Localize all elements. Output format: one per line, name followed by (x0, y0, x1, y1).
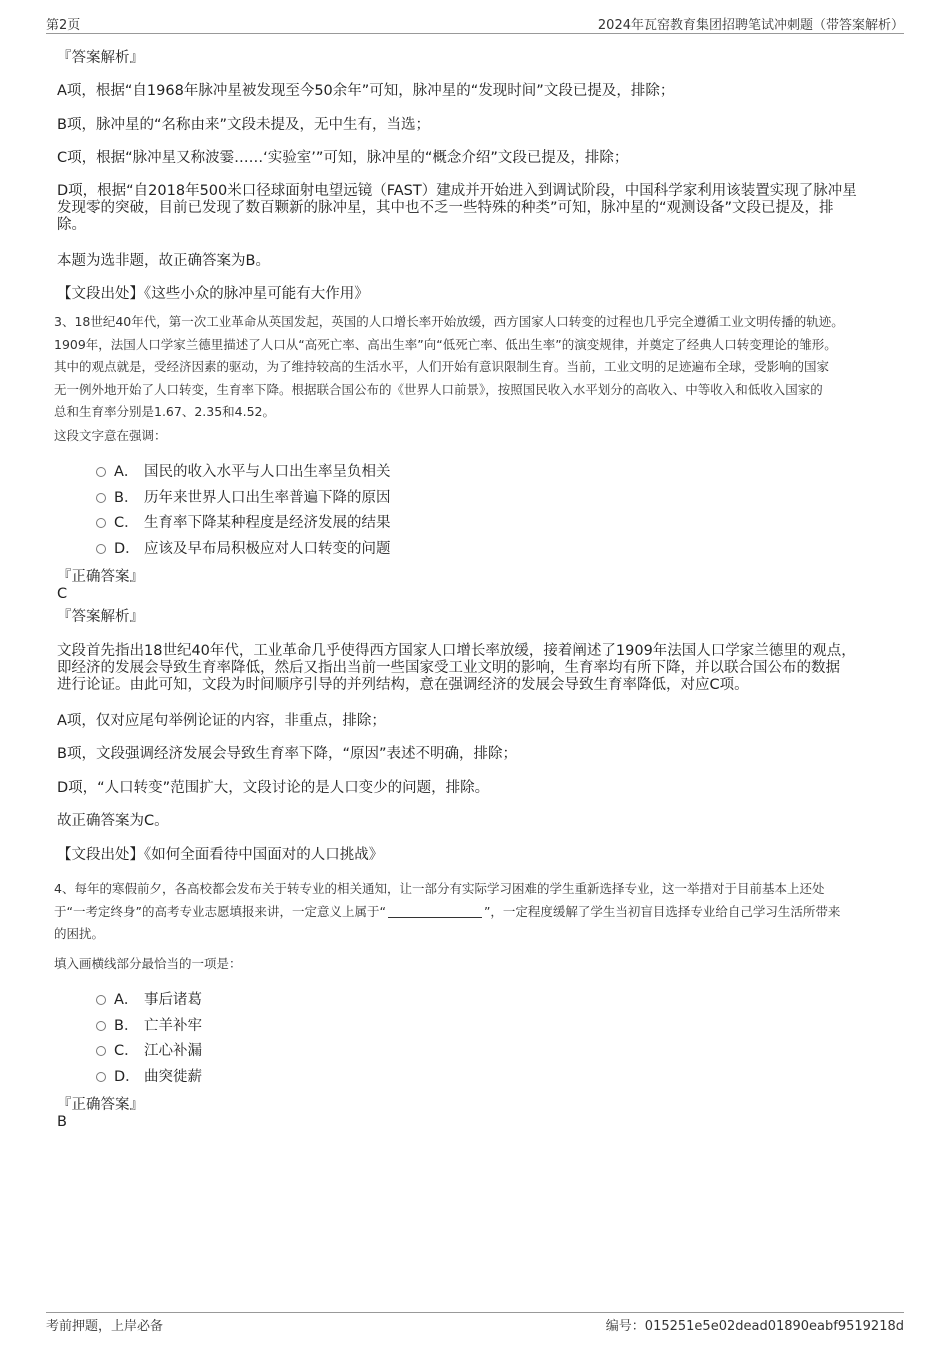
q2-conclusion: 本题为选非题，故正确答案为B。 (57, 253, 270, 269)
radio-icon[interactable] (96, 1021, 106, 1031)
option-letter: D． (114, 1069, 140, 1085)
q3-analysis-b: B项，文段强调经济发展会导致生育率下降，“原因”表述不明确，排除； (57, 746, 517, 762)
option-text: 生育率下降某种程度是经济发展的结果 (144, 515, 391, 531)
q4-option-d[interactable] (96, 1068, 202, 1086)
q3-stem-line3: 其中的观点就是，受经济因素的驱动，为了维持较高的生活水平，人们开始有意识限制生育。当前，工业文明的足迹遍布全球，受影响的国家 (54, 359, 830, 374)
option-letter: B． (114, 1018, 139, 1034)
q3-conclusion: 故正确答案为C。 (57, 813, 169, 829)
option-text: 曲突徙薪 (144, 1069, 202, 1085)
q4-answer: B (57, 1114, 67, 1130)
q4-prompt: 填入画横线部分最恰当的一项是： (54, 956, 242, 971)
q3-analysis (57, 643, 895, 694)
option-text: 历年来世界人口出生率普遍下降的原因 (144, 490, 391, 506)
q4-stem-line3: 的困扰。 (54, 926, 105, 941)
option-text: 应该及早布局积极应对人口转变的问题 (144, 541, 391, 557)
q2-analysis-a: A项，根据“自1968年脉冲星被发现至今50余年”可知，脉冲星的“发现时间”文段已提及，排除； (57, 83, 675, 99)
q2-analysis-b: B项，脉冲星的“名称由来”文段未提及，无中生有，当选； (57, 117, 430, 133)
q3-option-c[interactable] (96, 514, 391, 532)
q3-stem-line1: 3、18世纪40年代，第一次工业革命从英国发起，英国的人口增长率开始放缓，西方国家人口转变的过程也几乎完全遵循工业文明传播的轨迹。 (54, 314, 844, 329)
q3-stem-line2: 1909年，法国人口学家兰德里描述了人口从“高死亡率、高出生率”向“低死亡率、低出生率”的演变规律，并奠定了经典人口转变理论的雏形。 (54, 336, 837, 352)
document-title: 2024年瓦窑教育集团招聘笔试冲刺题（带答案解析） (597, 18, 904, 33)
q2-source: 【文段出处】《这些小众的脉冲星可能有大作用》 (57, 286, 369, 302)
q3-analysis-line1: 文段首先指出18世纪40年代，工业革命几乎使得西方国家人口增长率放缓，接着阐述了1909年法国人口学家兰德里的观点， (57, 643, 856, 659)
option-text: 国民的收入水平与人口出生率呈负相关 (144, 464, 391, 480)
option-letter: D． (114, 541, 140, 557)
q3-answer-tag: 『正确答案』 (57, 569, 144, 585)
q3-stem-line4: 无一例外地开始了人口转变，生育率下降。根据联合国公布的《世界人口前景》，按照国民收入水平划分的高收入、中等收入和低收入国家的 (54, 381, 823, 397)
option-text: 亡羊补牢 (144, 1018, 202, 1034)
radio-icon[interactable] (96, 995, 106, 1005)
q3-analysis-a: A项，仅对应尾句举例论证的内容，非重点，排除； (57, 713, 386, 729)
answer-blank (388, 906, 482, 918)
q2-analysis-c: C项，根据“脉冲星又称波霎……‘实验室’”可知，脉冲星的“概念介绍”文段已提及，排除； (57, 150, 629, 166)
option-letter: C． (114, 1043, 139, 1059)
q4-stem-line2-before: 于“一考定终身”的高考专业志愿填报来讲，一定意义上属于“ (54, 903, 386, 919)
radio-icon[interactable] (96, 1046, 106, 1056)
q3-prompt: 这段文字意在强调： (54, 428, 167, 443)
q2-analysis-d (57, 183, 895, 234)
q4-option-b[interactable] (96, 1017, 202, 1035)
q4-stem-line2 (54, 901, 896, 924)
q3-option-a[interactable] (96, 463, 391, 481)
q3-source: 【文段出处】《如何全面看待中国面对的人口挑战》 (57, 847, 384, 863)
q3-analysis-line3: 进行论证。由此可知，文段为时间顺序引导的并列结构，意在强调经济的发展会导致生育率降低，对应C项。 (57, 677, 749, 693)
q3-analysis-d: D项，“人口转变”范围扩大，文段讨论的是人口变少的问题，排除。 (57, 780, 490, 796)
radio-icon[interactable] (96, 493, 106, 503)
q3-analysis-line2: 即经济的发展会导致生育率降低，然后又指出当前一些国家受工业文明的影响，生育率均有所下降，并以联合国公布的数据 (57, 660, 840, 676)
q4-answer-tag: 『正确答案』 (57, 1097, 144, 1113)
option-text: 江心补漏 (144, 1043, 202, 1059)
q2-analysis-tag: 『答案解析』 (57, 50, 144, 66)
q4-stem-line1: 4、每年的寒假前夕，各高校都会发布关于转专业的相关通知，让一部分有实际学习困难的学生重新选择专业，这一举措对于目前基本上还处 (54, 881, 825, 896)
option-letter: B． (114, 490, 139, 506)
radio-icon[interactable] (96, 1072, 106, 1082)
q4-option-c[interactable] (96, 1042, 202, 1060)
q4-stem (54, 878, 896, 946)
q4-stem-line2-after: ”，一定程度缓解了学生当初盲目选择专业给自己学习生活所带来 (483, 903, 841, 919)
q3-option-d[interactable] (96, 540, 391, 558)
radio-icon[interactable] (96, 467, 106, 477)
q3-answer: C (57, 586, 68, 602)
radio-icon[interactable] (96, 518, 106, 528)
option-letter: A． (114, 464, 139, 480)
q3-stem-line5: 总和生育率分别是1.67、2.35和4.52。 (54, 404, 275, 419)
q3-option-b[interactable] (96, 489, 391, 507)
document-id: 编号：015251e5e02dead01890eabf9519218d (605, 1319, 904, 1334)
q3-analysis-tag: 『答案解析』 (57, 609, 144, 625)
q3-stem (54, 311, 896, 424)
page-footer (46, 1312, 904, 1334)
footer-slogan: 考前押题，上岸必备 (46, 1319, 164, 1334)
q2-analysis-d-line2: 发现零的突破，目前已发现了数百颗新的脉冲星，其中也不乏一些特殊的种类”可知，脉冲星的“观测设备”文段已提及，排 (57, 200, 834, 216)
page-header (46, 14, 904, 34)
radio-icon[interactable] (96, 544, 106, 554)
q4-option-a[interactable] (96, 991, 202, 1009)
option-letter: A． (114, 992, 139, 1008)
page-number: 第2页 (46, 18, 81, 33)
option-text: 事后诸葛 (144, 992, 202, 1008)
q2-analysis-d-line1: D项，根据“自2018年500米口径球面射电望远镜（FAST）建成并开始进入到调试阶段，中国科学家利用该装置实现了脉冲星 (57, 183, 857, 199)
q2-analysis-d-line3: 除。 (57, 217, 86, 233)
option-letter: C． (114, 515, 139, 531)
